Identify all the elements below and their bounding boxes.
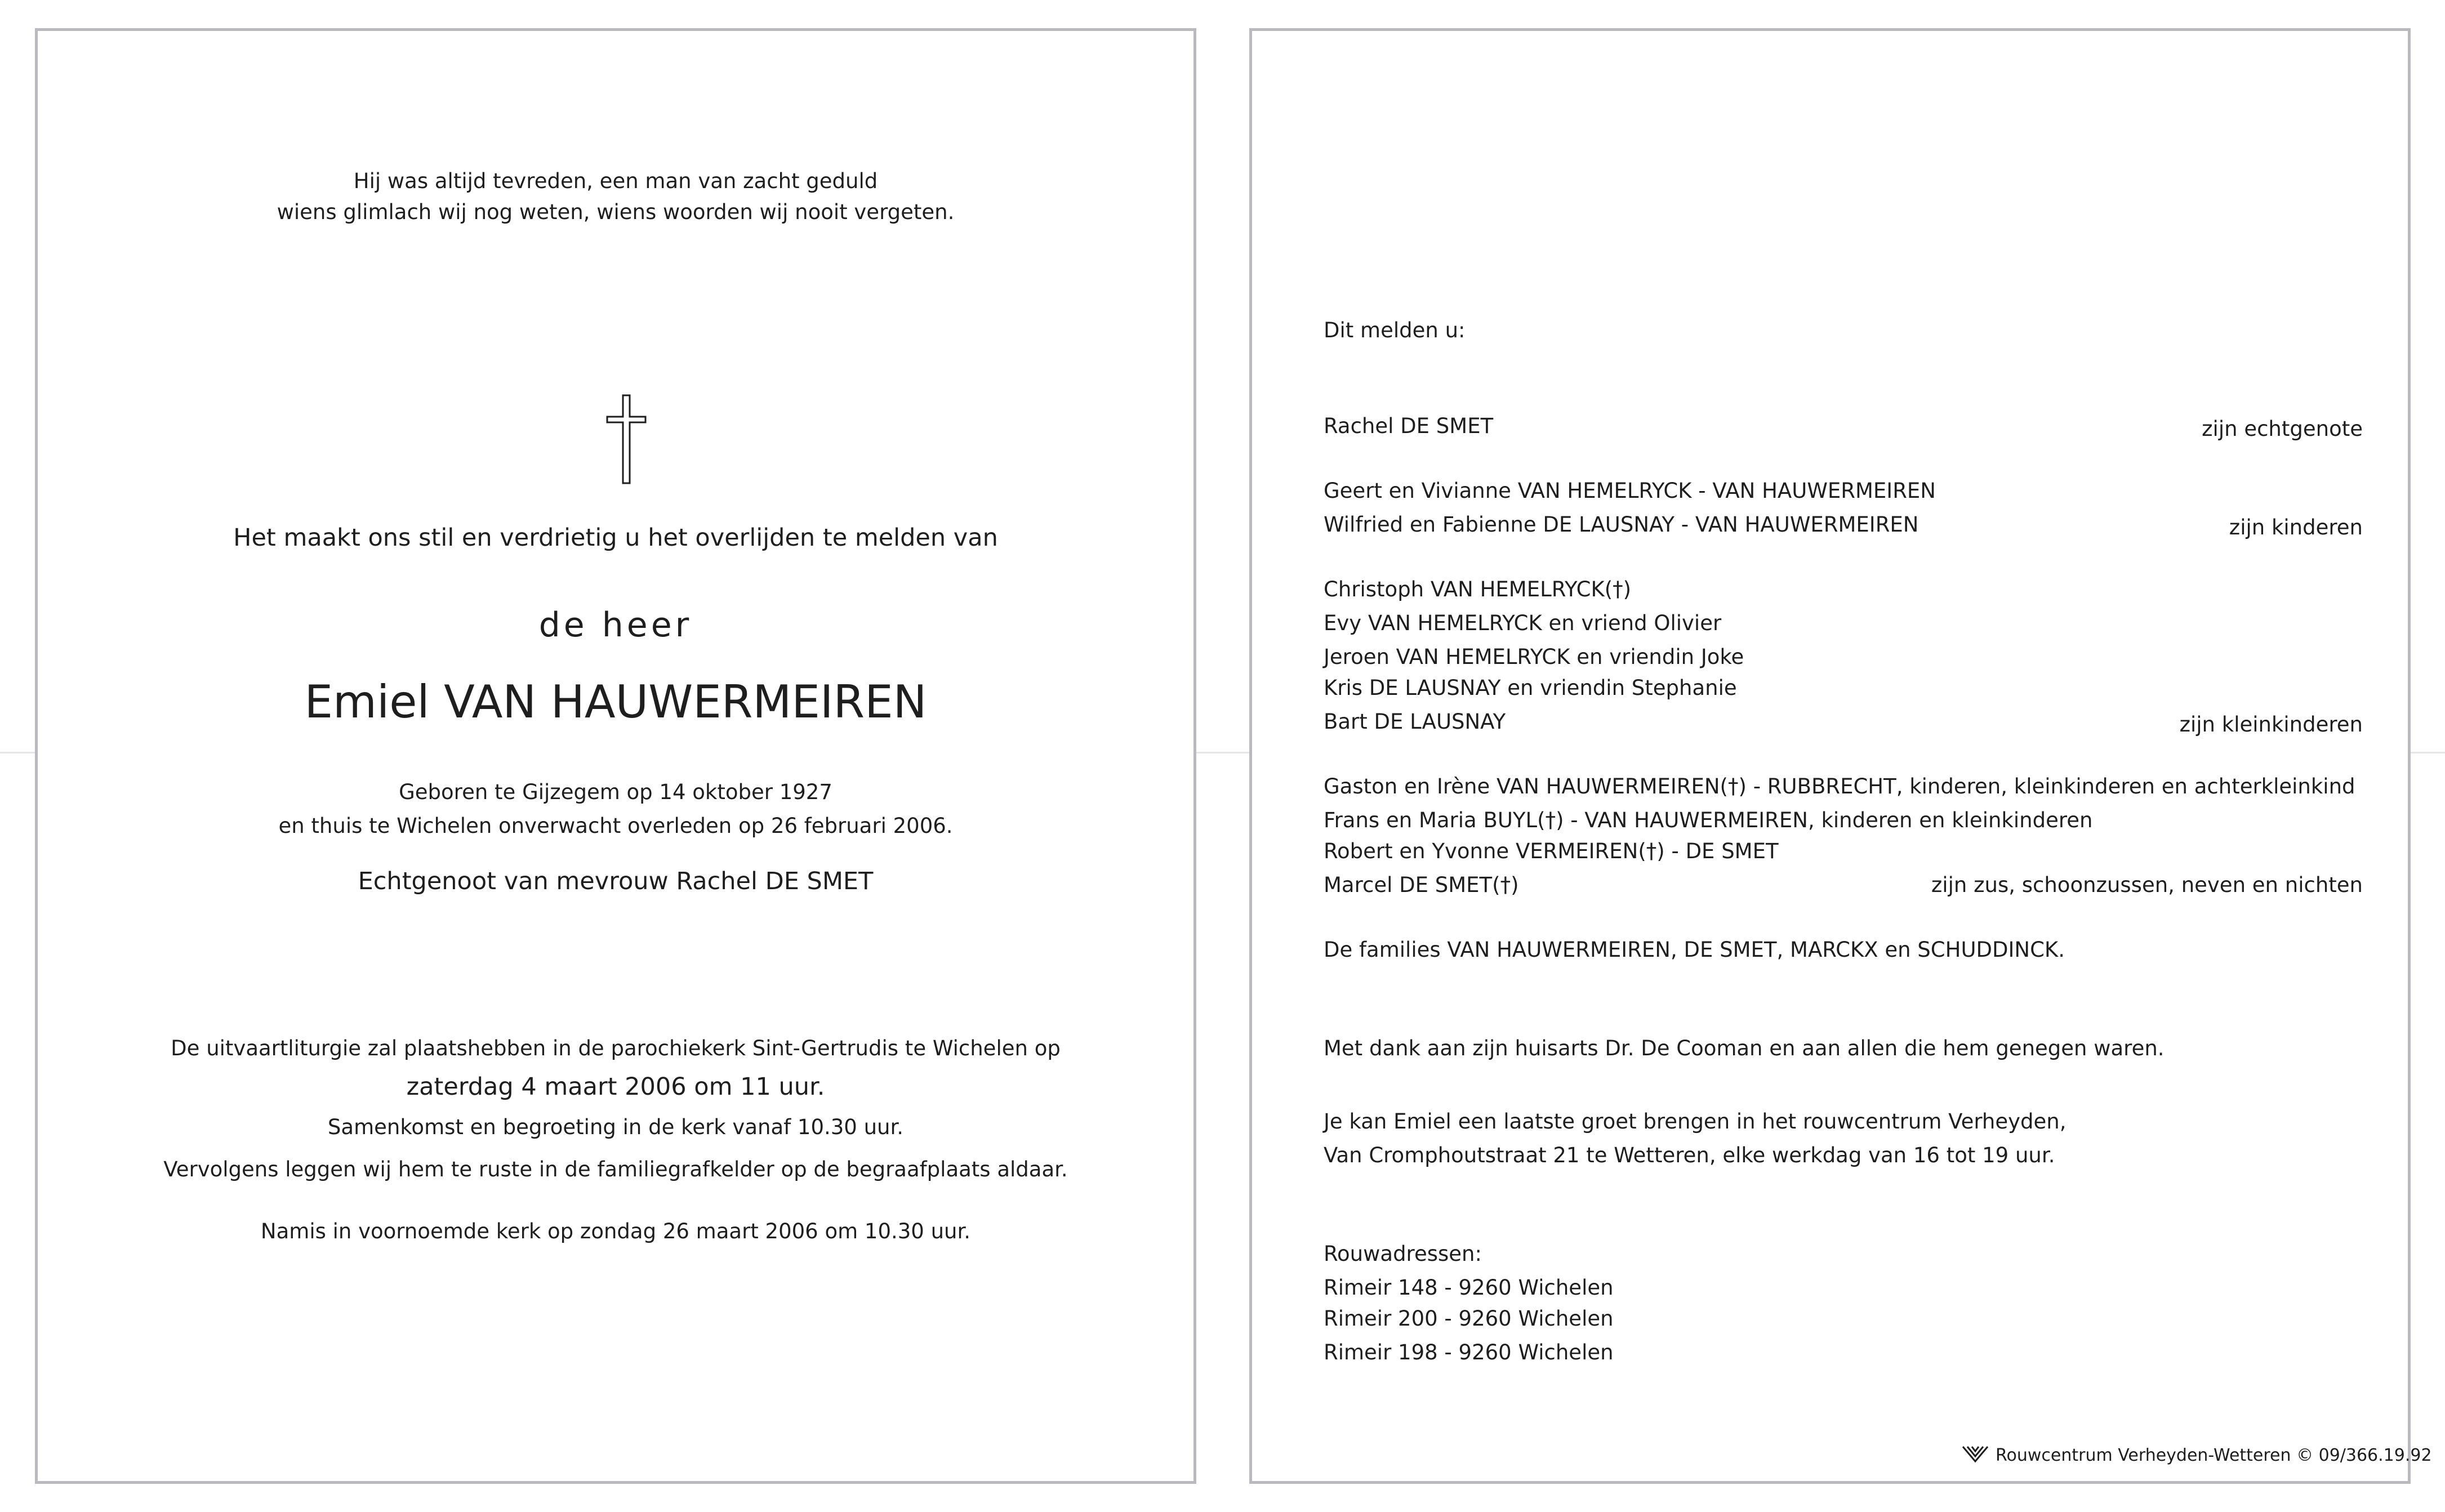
funeral-line-1: De uitvaartliturgie zal plaatshebben in de parochiekerk Sint-Gertrudis te Wichelen op	[171, 1036, 1061, 1060]
poem-line-1: Hij was altijd tevreden, een man van zacht geduld	[353, 169, 878, 193]
address-line: Rimeir 200 - 9260 Wichelen	[1324, 1306, 1614, 1331]
funeral-home-logo-icon	[1962, 1444, 1989, 1464]
died-line: en thuis te Wichelen onverwacht overleden op 26 februari 2006.	[278, 814, 953, 838]
family-relation: zijn zus, schoonzussen, neven en nichten	[1931, 873, 2363, 897]
family-name: Gaston en Irène VAN HAUWERMEIREN(†) - RUBBRECHT, kinderen, kleinkinderen en achterkleinkind	[1324, 774, 2355, 799]
funeral-home-credit: Rouwcentrum Verheyden-Wetteren © 09/366.19.92	[1996, 1446, 2432, 1465]
family-name: Christoph VAN HEMELRYCK(†)	[1324, 577, 1632, 601]
address-line: Rimeir 198 - 9260 Wichelen	[1324, 1340, 1614, 1364]
born-line: Geboren te Gijzegem op 14 oktober 1927	[399, 780, 832, 804]
left-page	[35, 28, 1196, 1484]
family-name: Jeroen VAN HEMELRYCK en vriendin Joke	[1324, 645, 1744, 669]
family-name: Frans en Maria BUYL(†) - VAN HAUWERMEIREN, kinderen en kleinkinderen	[1324, 808, 2093, 832]
family-name: Kris DE LAUSNAY en vriendin Stephanie	[1324, 676, 1737, 700]
visit-line-1: Je kan Emiel een laatste groet brengen in het rouwcentrum Verheyden,	[1324, 1109, 2067, 1134]
family-name: Evy VAN HEMELRYCK en vriend Olivier	[1324, 611, 1722, 635]
spouse-line: Echtgenoot van mevrouw Rachel DE SMET	[358, 867, 874, 895]
announcement-text: Het maakt ons stil en verdrietig u het overlijden te melden van	[233, 524, 998, 552]
family-name: Bart DE LAUSNAY	[1324, 710, 1506, 734]
cross-icon	[604, 394, 649, 484]
family-name: Geert en Vivianne VAN HEMELRYCK - VAN HAUWERMEIREN	[1324, 479, 1936, 503]
intro-text: Dit melden u:	[1324, 318, 1466, 342]
deceased-name: Emiel VAN HAUWERMEIREN	[304, 676, 927, 728]
right-page	[1249, 28, 2432, 1484]
family-relation: zijn kleinkinderen	[2179, 712, 2363, 737]
family-relation: zijn kinderen	[2229, 515, 2363, 539]
family-name: Rachel DE SMET	[1324, 414, 1494, 438]
address-line: Rimeir 148 - 9260 Wichelen	[1324, 1275, 1614, 1300]
funeral-date: zaterdag 4 maart 2006 om 11 uur.	[406, 1073, 825, 1101]
salutation: de heer	[538, 605, 693, 645]
family-name: Marcel DE SMET(†)	[1324, 873, 1519, 897]
memorial-line: Namis in voornoemde kerk op zondag 26 maart 2006 om 10.30 uur.	[260, 1219, 971, 1243]
addresses-title: Rouwadressen:	[1324, 1242, 1482, 1266]
funeral-line-3: Vervolgens leggen wij hem te ruste in de familiegrafkelder op de begraafplaats aldaar.	[163, 1157, 1068, 1181]
family-name: De families VAN HAUWERMEIREN, DE SMET, MARCKX en SCHUDDINCK.	[1324, 938, 2065, 962]
family-name: Wilfried en Fabienne DE LAUSNAY - VAN HAUWERMEIREN	[1324, 512, 1919, 537]
thanks-text: Met dank aan zijn huisarts Dr. De Cooman en aan allen die hem genegen waren.	[1324, 1036, 2165, 1060]
visit-line-2: Van Cromphoutstraat 21 te Wetteren, elke werkdag van 16 tot 19 uur.	[1324, 1143, 2055, 1167]
poem-line-2: wiens glimlach wij nog weten, wiens woorden wij nooit vergeten.	[277, 200, 955, 224]
funeral-line-2: Samenkomst en begroeting in de kerk vanaf 10.30 uur.	[327, 1115, 904, 1139]
family-name: Robert en Yvonne VERMEIREN(†) - DE SMET	[1324, 839, 1779, 863]
family-relation: zijn echtgenote	[2202, 417, 2363, 441]
